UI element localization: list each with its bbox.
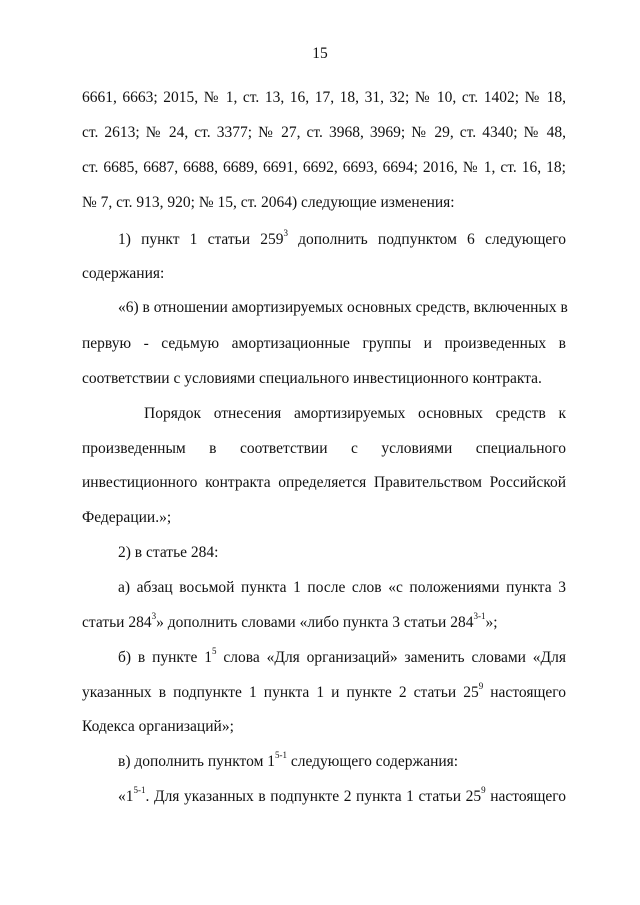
text-run: ст. 6685, 6687, 6688, 6689, 6691, 6692, 6693, 6694; 2016, № 1, ст. 16, 18; bbox=[82, 159, 566, 176]
superscript-index: 9 bbox=[478, 680, 484, 691]
text-line bbox=[82, 263, 566, 285]
text-run: первую - седьмую амортизационные группы и произведенных в bbox=[82, 335, 566, 352]
text-line bbox=[118, 229, 566, 251]
page-number: 15 bbox=[312, 45, 328, 62]
superscript-index: 3-1 bbox=[473, 610, 486, 621]
text-run: Порядок отнесения амортизируемых основных средств к bbox=[144, 405, 566, 422]
superscript-index: 5 bbox=[212, 645, 217, 656]
text-line bbox=[82, 87, 566, 109]
superscript-index: 3 bbox=[283, 227, 288, 238]
text-run: »; bbox=[485, 614, 498, 631]
text-line bbox=[82, 682, 566, 704]
text-run: следующего содержания: bbox=[287, 753, 459, 770]
text-run: содержания: bbox=[82, 265, 165, 282]
text-run: настоящего bbox=[483, 684, 567, 701]
text-run: . Для указанных в подпункте 2 пункта 1 статьи 25 bbox=[145, 788, 482, 805]
text-run: «1 bbox=[118, 788, 134, 805]
text-line bbox=[118, 751, 566, 773]
superscript-index: 5-1 bbox=[275, 749, 287, 760]
text-run: Кодекса организаций»; bbox=[82, 718, 234, 735]
text-line bbox=[82, 507, 566, 529]
text-run: соответствии с условиями специального инвестиционного контракта. bbox=[82, 370, 542, 387]
text-run: Федерации.»; bbox=[82, 509, 172, 526]
text-line bbox=[82, 472, 566, 494]
text-line bbox=[118, 542, 566, 564]
text-line bbox=[118, 297, 566, 319]
text-line bbox=[118, 577, 566, 599]
text-line bbox=[82, 192, 566, 214]
text-line bbox=[82, 122, 566, 144]
text-line bbox=[82, 716, 566, 738]
text-run: 1) пункт 1 статьи 259 bbox=[118, 231, 284, 248]
text-run: в) дополнить пунктом 1 bbox=[118, 753, 275, 770]
text-line bbox=[118, 647, 566, 669]
superscript-index: 9 bbox=[481, 784, 486, 795]
text-run: № 7, ст. 913, 920; № 15, ст. 2064) следующие изменения: bbox=[82, 194, 455, 211]
superscript-index: 5-1 bbox=[133, 784, 146, 795]
text-run: слова «Для организаций» заменить словами «Для bbox=[216, 649, 566, 666]
text-line bbox=[118, 786, 566, 808]
superscript-index: 3 bbox=[151, 610, 157, 621]
text-run: ст. 2613; № 24, ст. 3377; № 27, ст. 3968, 3969; № 29, ст. 4340; № 48, bbox=[82, 124, 566, 141]
text-line bbox=[82, 157, 566, 179]
text-line bbox=[82, 612, 566, 634]
text-run: указанных в подпункте 1 пункта 1 и пункте 2 статьи 25 bbox=[82, 684, 479, 701]
text-run: «6) в отношении амортизируемых основных средств, включенных в bbox=[118, 299, 568, 316]
text-run: статьи 284 bbox=[82, 614, 152, 631]
text-line bbox=[82, 438, 566, 460]
text-run: » дополнить словами «либо пункта 3 статьи 284 bbox=[156, 614, 474, 631]
text-line bbox=[82, 333, 566, 355]
text-run: 6661, 6663; 2015, № 1, ст. 13, 16, 17, 18, 31, 32; № 10, ст. 1402; № 18, bbox=[82, 89, 566, 106]
text-run: дополнить подпунктом 6 следующего bbox=[287, 231, 567, 248]
text-run: 2) в статье 284: bbox=[118, 544, 219, 561]
text-run: произведенным в соответствии с условиями специального bbox=[82, 440, 566, 457]
text-line bbox=[82, 368, 566, 390]
text-line bbox=[144, 403, 566, 425]
text-run: настоящего bbox=[485, 788, 566, 805]
text-run: б) в пункте 1 bbox=[118, 649, 213, 666]
text-run: инвестиционного контракта определяется Правительством Российской bbox=[82, 474, 566, 491]
text-run: а) абзац восьмой пункта 1 после слов «с положениями пункта 3 bbox=[118, 579, 566, 596]
